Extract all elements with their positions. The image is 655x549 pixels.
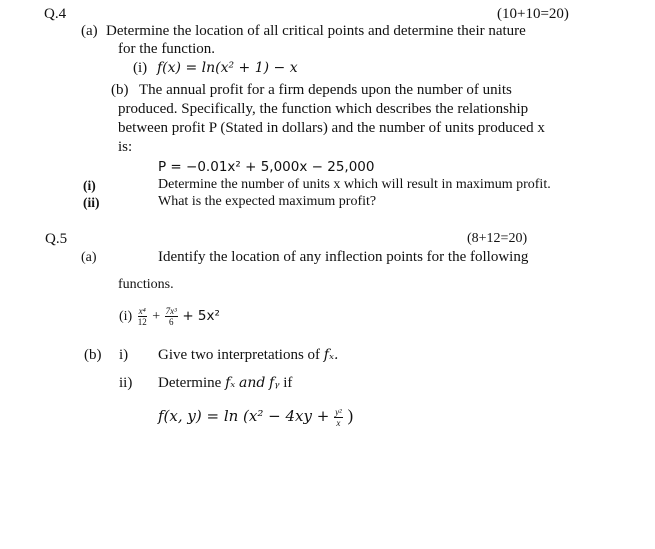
q4a-text-line2: for the function. bbox=[118, 41, 216, 57]
q5a-label: (a) bbox=[81, 250, 97, 265]
q5b-function bbox=[158, 401, 353, 431]
q5b-function-lhs: f(x, y) = ln (x² − 4xy + bbox=[158, 407, 330, 425]
q4-marks: (10+10=20) bbox=[497, 6, 569, 22]
q4a-label: (a) bbox=[81, 23, 98, 39]
q5a-frac1-denominator: 12 bbox=[137, 317, 147, 328]
q5a-expr-tail: + 5x² bbox=[182, 308, 220, 324]
q5b-ii-fy: fᵧ bbox=[269, 375, 280, 391]
q5b-function-fraction bbox=[334, 407, 343, 428]
q4-number: Q.4 bbox=[44, 6, 67, 22]
q5b-ii-text: Determine bbox=[158, 375, 222, 391]
q4b-line2: produced. Specifically, the function which describes the relationship bbox=[118, 101, 529, 117]
q5a-frac2-numerator: 7x³ bbox=[165, 306, 177, 317]
q5b-i-text: Give two interpretations of bbox=[158, 347, 321, 363]
q5a-line1: Identify the location of any inflection points for the following bbox=[158, 249, 529, 265]
q5b-i-line bbox=[158, 346, 338, 364]
q4b-line1: The annual profit for a firm depends upon the number of units bbox=[139, 82, 512, 98]
q5b-function-close: ) bbox=[347, 406, 354, 425]
q5b-i-label: i) bbox=[119, 347, 129, 363]
q5a-sub-i-label: (i) bbox=[119, 309, 133, 324]
q5a-frac1-numerator: x⁴ bbox=[138, 306, 146, 317]
q4b-item-i-label: (i) bbox=[83, 178, 96, 193]
q4b-item-ii-text: What is the expected maximum profit? bbox=[158, 194, 377, 209]
q5a-line2: functions. bbox=[118, 277, 174, 292]
q4a-sub-i-label: (i) bbox=[133, 60, 148, 76]
q5a-fraction-1 bbox=[137, 306, 148, 327]
q4b-line4: is: bbox=[118, 139, 133, 155]
q4b-equation: P = −0.01x² + 5,000x − 25,000 bbox=[158, 159, 375, 175]
q5b-i-symbol: fₓ. bbox=[323, 347, 339, 363]
q4b-item-i-text: Determine the number of units x which will result in maximum profit. bbox=[158, 177, 551, 192]
q5b-function-frac-numerator: y² bbox=[335, 407, 342, 418]
q5-number: Q.5 bbox=[45, 231, 68, 247]
q5b-ii-fx: fₓ bbox=[225, 375, 236, 391]
q4b-item-ii-label: (ii) bbox=[83, 195, 100, 210]
q5b-ii-if: if bbox=[283, 375, 293, 391]
q5a-fraction-2 bbox=[165, 306, 178, 327]
q4b-label: (b) bbox=[111, 82, 129, 98]
q5b-ii-label: ii) bbox=[119, 375, 133, 391]
q5a-plus: + bbox=[152, 309, 161, 324]
q4a-function: f(x) = ln(x² + 1) − x bbox=[157, 60, 298, 76]
q5b-function-frac-denominator: x bbox=[336, 418, 341, 429]
q5b-ii-and: and bbox=[238, 375, 266, 391]
q4a-text-line1: Determine the location of all critical points and determine their nature bbox=[106, 23, 526, 39]
q5b-ii-line bbox=[158, 374, 292, 392]
q5a-expression bbox=[119, 302, 220, 330]
q5a-frac2-denominator: 6 bbox=[168, 317, 174, 328]
q4b-line3: between profit P (Stated in dollars) and the number of units produced x bbox=[118, 120, 545, 136]
q5b-label: (b) bbox=[84, 347, 102, 363]
q5-marks: (8+12=20) bbox=[467, 231, 528, 246]
